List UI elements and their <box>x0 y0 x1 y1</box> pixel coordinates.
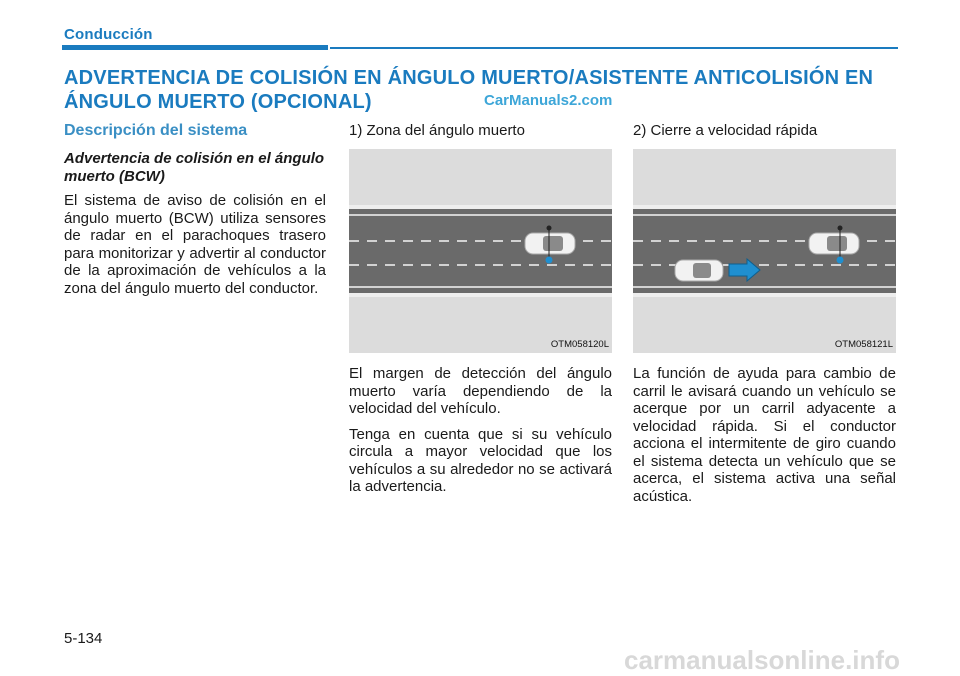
lane-change-paragraph: La función de ayuda para cambio de carril le avisará cuando un vehículo se acerque por un carril adyacente a velocidad rápida. Si el conductor acciona el intermitente de giro cuando el sistema detecta un vehículo que se acerca, el sistema activa una señal acústica. <box>633 365 896 505</box>
approaching-car-icon <box>675 260 723 281</box>
road-illustration-2 <box>633 149 896 353</box>
figure-title-blind-spot: 1) Zona del ángulo muerto <box>349 122 525 139</box>
column-description <box>64 122 326 305</box>
speed-note-paragraph: Tenga en cuenta que si su vehículo circula a mayor velocidad que los vehículos a su alrededor no se activará la advertencia. <box>349 425 612 495</box>
road-illustration-1 <box>349 149 612 353</box>
figure-closing-speed <box>633 149 896 353</box>
sensor-icon <box>837 257 844 264</box>
car-icon <box>525 233 575 254</box>
figure-code-closing-speed: OTM058121L <box>834 339 893 350</box>
header-rule-thick <box>62 45 328 50</box>
column-closing-speed <box>633 122 896 513</box>
watermark-top: CarManuals2.com <box>484 92 613 109</box>
figure-code-blind-spot: OTM058120L <box>550 339 609 350</box>
figure-title-closing-speed: 2) Cierre a velocidad rápida <box>633 122 818 139</box>
section-label: Conducción <box>64 26 153 43</box>
car-icon <box>809 233 859 254</box>
detection-paragraph: El margen de detección del ángulo muerto varía dependiendo de la velocidad del vehículo. <box>349 365 612 417</box>
column-blind-spot <box>349 122 612 504</box>
figure-blind-spot <box>349 149 612 353</box>
header-rule-thin <box>330 47 898 49</box>
page-title: ADVERTENCIA DE COLISIÓN EN ÁNGULO MUERTO/ASISTENTE ANTICOLISIÓN EN ÁNGULO MUERTO (OPCIONAL) <box>64 67 874 113</box>
subsection-heading: Advertencia de colisión en el ángulo muerto (BCW) <box>64 150 325 185</box>
section-heading: Descripción del sistema <box>64 122 248 139</box>
description-paragraph: El sistema de aviso de colisión en el ángulo muerto (BCW) utiliza sensores de radar en el parachoques trasero para monitorizar y advertir al conductor de la aproximación de vehículos a la zona del ángulo muerto del conductor. <box>64 192 326 297</box>
page-number: 5-134 <box>64 630 103 647</box>
watermark-bottom: carmanualsonline.info <box>624 645 900 675</box>
sensor-icon <box>546 257 553 264</box>
